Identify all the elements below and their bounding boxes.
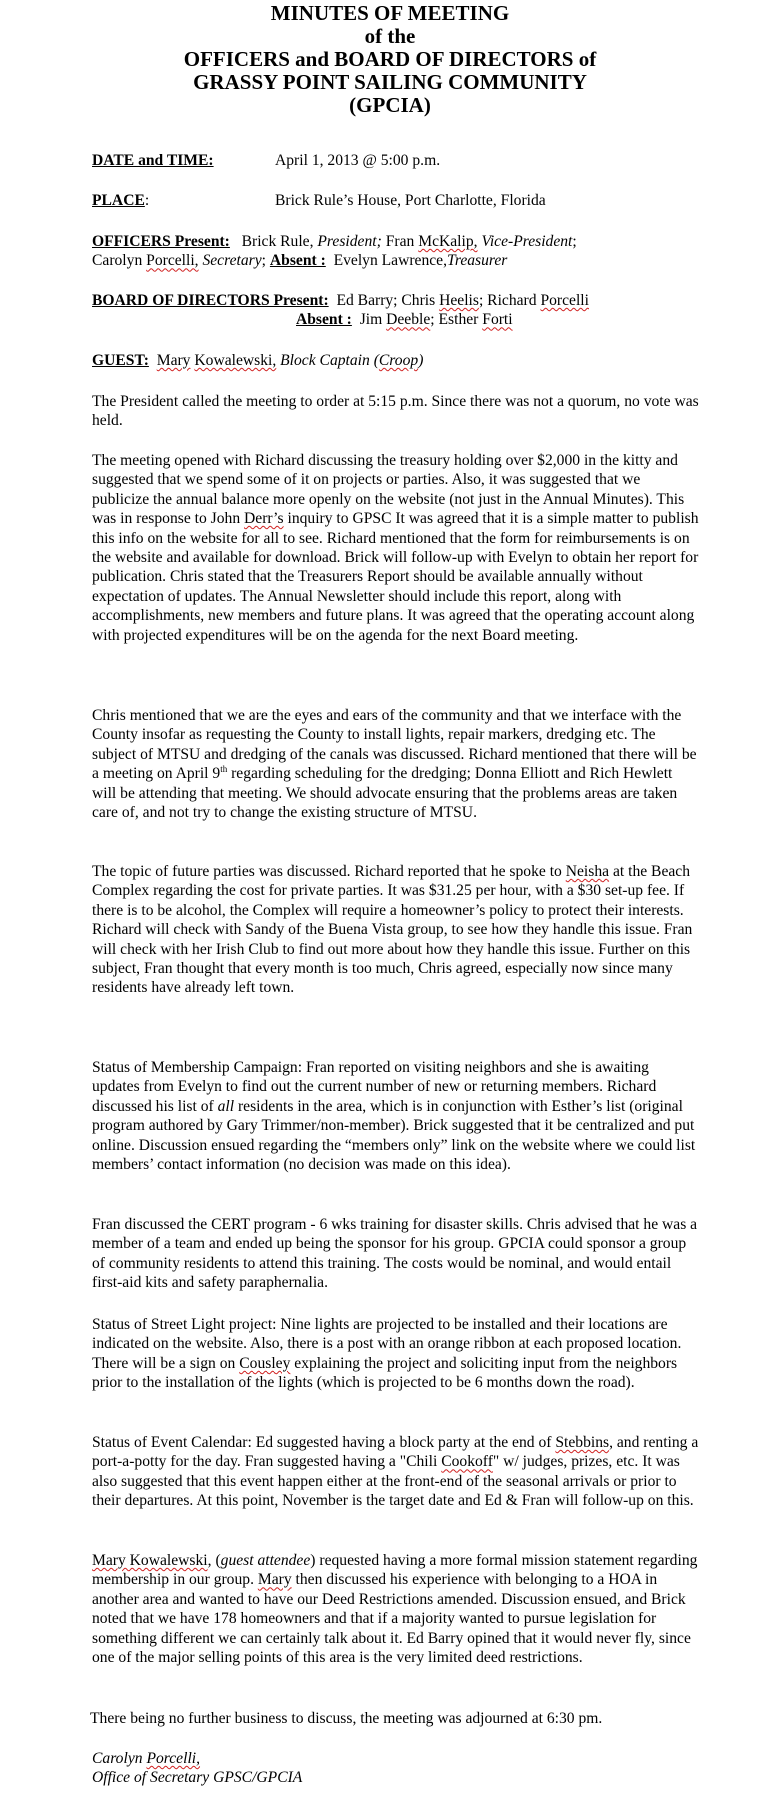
signature-last: Porcelli, — [146, 1750, 201, 1767]
p4-neisha: Neisha — [565, 863, 610, 880]
paragraph-10-text: There being no further business to discuss, the meeting was adjourned at 6:30 pm. — [90, 1710, 603, 1727]
board-absent-b: Deeble — [386, 311, 431, 329]
board-present-c: ; Richard — [478, 292, 537, 309]
place-row — [92, 191, 697, 210]
paragraph-7-text — [92, 1315, 700, 1393]
board-absent-label: Absent : — [296, 311, 352, 329]
paragraph-1-text: The President called the meeting to order at 5:15 p.m. Since there was not a quorum, no vote was held. — [92, 393, 699, 430]
title-line-2: of the — [364, 24, 416, 48]
p3-part-b: regarding scheduling for the dredging; Donna Elliott and Rich Hewlett will be attending that meeting. We should advocate ensuring that the problems areas are taken care of, and not try to change the existing structure of MTSU. — [92, 765, 678, 822]
place-value: Brick Rule’s House, Port Charlotte, Florida — [275, 192, 546, 209]
date-value: April 1, 2013 @ 5:00 p.m. — [275, 152, 441, 169]
board-label: BOARD OF DIRECTORS Present: — [92, 292, 329, 309]
p3-superscript: th — [220, 764, 228, 775]
paragraph-membership — [92, 1058, 700, 1174]
paragraph-8-text — [92, 1433, 700, 1511]
document-title — [40, 2, 740, 117]
paragraph-2-text — [92, 451, 700, 645]
p9-mary-kowalewski: Mary Kowalewski — [92, 1552, 208, 1569]
place-label: PLACE — [92, 192, 145, 209]
p2-part-b: inquiry to GPSC It was agreed that it is a simple matter to publish this info on the website for all to see. Richard mentioned that the form for reimbursements is on the website and available for download. Brick will follow-up with Evelyn to obtain her report for publication. Chris stated that the Treasurers Report should be available annually without expectation of updates. The Annual Newsletter should include this report, along with accomplishments, new members and future plans. It was agreed that the operating account along with projected expenditures will be on the agenda for the next Board meeting. — [92, 510, 699, 644]
p7-part-a: Status of Street Light project: Nine lights are projected to be installed and their locations are indicated on the website. Also, there is a post with an orange ribbon at each proposed location. There will be a sign on — [92, 1316, 682, 1372]
p2-derr: Derr’s — [244, 510, 284, 528]
board-present — [92, 291, 702, 330]
p9-mary: Mary — [257, 1571, 292, 1589]
p9-part-b: ) requested having a more formal mission statement regarding membership in our group. — [92, 1552, 698, 1589]
paragraph-adjourned — [90, 1709, 698, 1728]
paragraph-call-to-order — [92, 392, 700, 431]
paragraph-3-text — [92, 706, 700, 822]
p5-all: all — [217, 1097, 235, 1115]
officer-2-role: Vice-President — [481, 233, 573, 250]
paragraph-guest-request — [92, 1551, 700, 1667]
officers-label: OFFICERS Present: — [92, 233, 230, 250]
p9-part-c: then discussed his experience with belonging to a HOA in another area and wanted to have our Deed Restrictions amended. Discussion ensued, and Brick noted that we have 178 homeowners and that if a majority wanted to pursue legislation for something different we can certainly talk about it. Ed Barry opined that it would never fly, since one of the major selling points of this area is the very limited deed restrictions. — [92, 1571, 691, 1667]
date-row — [92, 151, 697, 170]
p4-part-a: The topic of future parties was discussed. Richard reported that he spoke to — [92, 863, 566, 880]
p8-part-a: Status of Event Calendar: Ed suggested having a block party at the end of — [92, 1434, 556, 1451]
board-absent-d: Forti — [482, 311, 513, 329]
p9-guest-attendee: guest attendee — [220, 1552, 311, 1569]
officer-2-sep: ; — [572, 233, 577, 250]
paragraph-community — [92, 706, 700, 822]
guest-label: GUEST: — [92, 352, 149, 369]
p5-part-b: residents in the area, which is in conjunction with Esther’s list (original program authored by Gary Trimmer/non-member). Brick suggested that it be centralized and put online. Discussion ensued regarding the “members only” link on the website where we could list members’ contact information (no decision was made on this idea). — [92, 1097, 696, 1174]
place-colon: : — [144, 192, 150, 209]
officer-1-name: Brick Rule, — [241, 233, 314, 250]
p7-part-b: explaining the project and soliciting input from the neighbors prior to the installation of the lights (which is projected to be 6 months down the road). — [92, 1354, 678, 1392]
guest-role: Block Captain ( — [280, 352, 379, 369]
date-label: DATE and TIME: — [92, 152, 214, 169]
p7-cousley: Cousley — [239, 1354, 291, 1372]
paragraph-parties — [92, 862, 700, 998]
signature-block — [92, 1749, 697, 1788]
officers-absent-label: Absent : — [269, 252, 326, 270]
guest-first: Mary — [156, 352, 191, 369]
p4-part-b: at the Beach Complex regarding the cost for private parties. It was $31.25 per hour, with a $30 set-up fee. If there is to be alcohol, the Complex will require a homeowner’s policy to protect their interests. Richard will check with Sandy of the Buena Vista group, to see how they handle this issue. Fran will check with her Irish Club to find out more about how they handle this issue. Further on this subject, Fran thought that every month is too much, Chris agreed, especially now since many residents have already left town. — [92, 863, 693, 997]
paragraph-6-text: Fran discussed the CERT program - 6 wks training for disaster skills. Chris advised that he was a member of a team and ended up being the sponsor for his group. GPCIA could sponsor a group of community residents to attend this training. The costs would be nominal, and would entail first-aid kits and safety paraphernalia. — [92, 1216, 698, 1292]
paragraph-5-text — [92, 1058, 700, 1174]
title-line-5: (GPCIA) — [349, 93, 431, 117]
officer-3-role: Secretary — [202, 252, 262, 270]
officer-2-first: Fran — [385, 233, 415, 250]
board-present-b: Heelis — [439, 292, 479, 309]
officer-3-sep: ; — [261, 252, 266, 270]
signature-first: Carolyn — [92, 1750, 143, 1767]
officer-3-last: Porcelli, — [146, 252, 199, 270]
paragraph-street-light — [92, 1315, 700, 1393]
board-absent-a: Jim — [359, 311, 383, 329]
officers-absent-role: Treasurer — [447, 252, 508, 270]
title-line-4: GRASSY POINT SAILING COMMUNITY — [193, 70, 587, 94]
board-absent-c: ; Esther — [430, 311, 479, 329]
p8-stebbins: Stebbins — [555, 1434, 610, 1451]
officers-absent-name: Evelyn Lawrence, — [333, 252, 448, 270]
p8-part-b: , and renting a port-a-potty for the day. Fran suggested having a "Chili — [92, 1434, 699, 1471]
board-present-d: Porcelli — [540, 292, 589, 309]
p8-part-c: " w/ judges, prizes, etc. It was also suggested that this event happen either at the front-end of the seasonal arrivals or prior to their departures. At this point, November is the target date and Ed & Fran will follow-up on this. — [92, 1453, 694, 1510]
title-line-3: OFFICERS and BOARD OF DIRECTORS of — [183, 47, 597, 71]
paragraph-4-text — [92, 862, 700, 998]
paragraph-9-text — [92, 1551, 700, 1667]
p5-part-a: Status of Membership Campaign: Fran reported on visiting neighbors and she is awaiting updates from Evelyn to find out the current number of new or returning members. Richard discussed his list of — [92, 1059, 657, 1115]
guest-last: Kowalewski, — [194, 352, 277, 369]
p3-part-a: Chris mentioned that we are the eyes and ears of the community and that we interface with the County insofar as requesting the County to install lights, repair markers, dredging etc. The subject of MTSU and dredging of the canals was discussed. Richard mentioned that there will be a meeting on April 9 — [92, 707, 697, 783]
guest-role-croop: Croop — [378, 352, 419, 369]
paragraph-treasury — [92, 451, 700, 645]
officers-present — [92, 232, 702, 271]
officer-2-last: McKalip, — [418, 233, 478, 250]
title-line-1: MINUTES OF MEETING — [270, 1, 510, 25]
guest-role-end: ) — [418, 352, 424, 369]
paragraph-cert — [92, 1215, 700, 1293]
signature-office: Office of Secretary GPSC/GPCIA — [92, 1769, 303, 1787]
guest-row — [92, 351, 697, 370]
paragraph-event-calendar — [92, 1433, 700, 1511]
p8-cookoff: Cookoff — [441, 1453, 493, 1471]
officer-1-role: President; — [317, 233, 382, 250]
p2-part-a: The meeting opened with Richard discussing the treasury holding over $2,000 in the kitty and suggested that we spend some of it on projects or parties. Also, it was suggested that we publicize the annual balance more openly on the website (not just in the Annual Minutes). This was in response to John — [92, 452, 685, 528]
board-present-a: Ed Barry; Chris — [336, 292, 436, 309]
p9-part-a: , ( — [207, 1552, 221, 1569]
signature-name — [92, 1749, 697, 1768]
officer-3-first: Carolyn — [92, 252, 143, 270]
